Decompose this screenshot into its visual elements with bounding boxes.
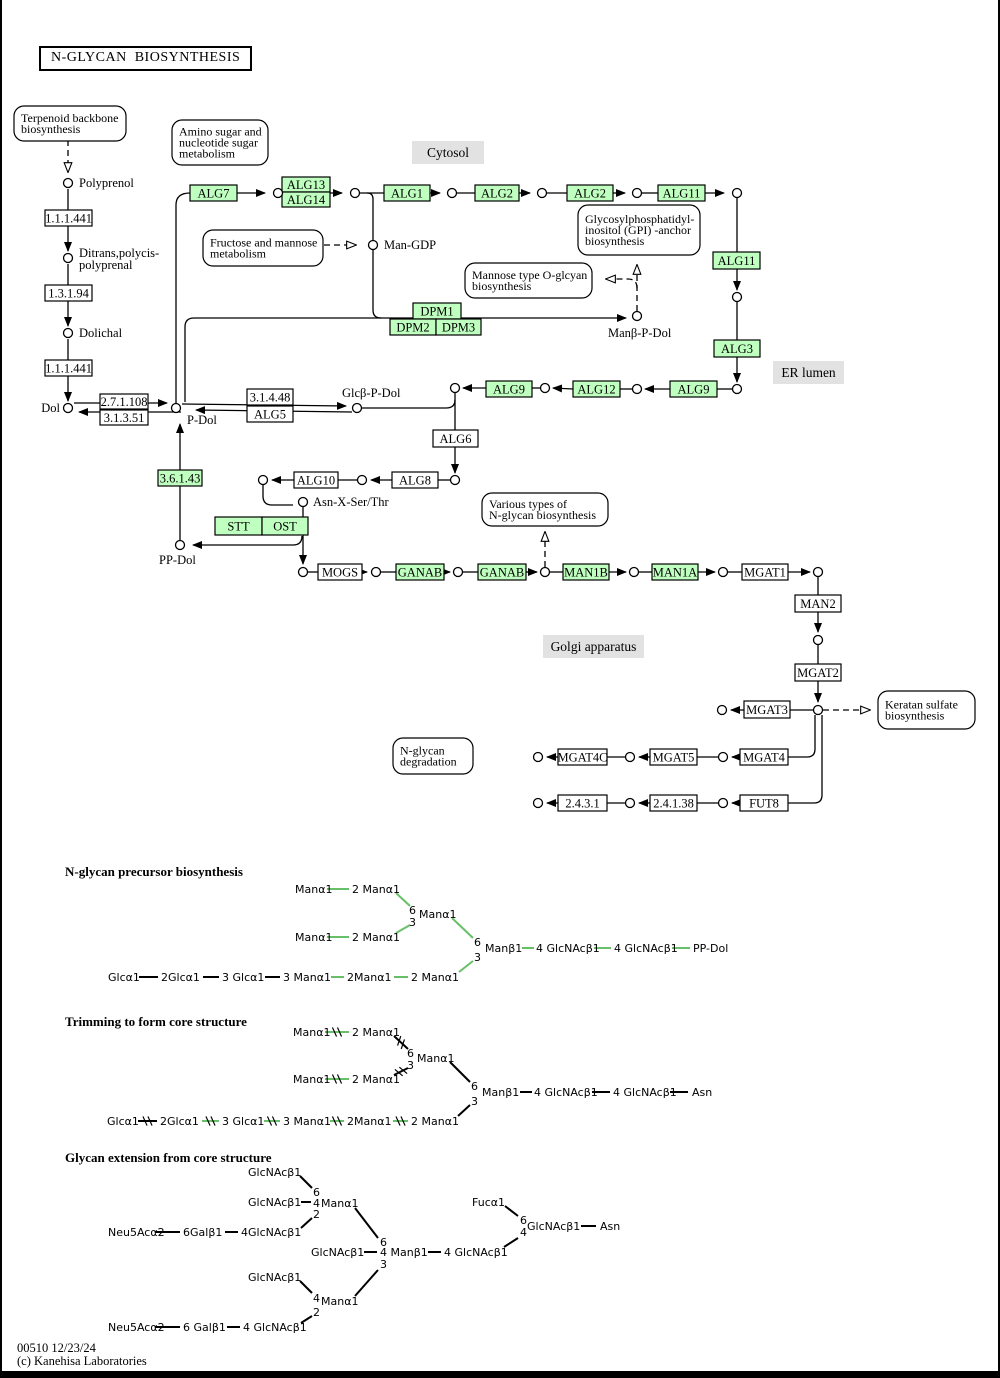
glycan-residue: Manα1 <box>321 1295 359 1308</box>
gene-box-label: ALG3 <box>721 342 753 356</box>
compound-node[interactable] <box>719 753 728 762</box>
pathway-ref-label: N-glycan <box>400 743 445 758</box>
glycan-residue: Manα1 <box>293 1026 331 1039</box>
pathway-ref-label: N-glycan biosynthesis <box>489 508 596 522</box>
gene-box-label: 1.1.1.441 <box>45 361 92 376</box>
map-footer <box>17 1342 147 1368</box>
glycan-residue: 4 <box>313 1292 320 1305</box>
compound-node[interactable] <box>718 706 727 715</box>
glycan-residue: Manβ1 <box>485 942 523 955</box>
glycan-residue: 4 Manβ1 <box>380 1246 428 1259</box>
compound-node[interactable] <box>733 293 742 302</box>
compound-node[interactable] <box>534 753 543 762</box>
glycan-residue: Manα1 <box>419 908 457 921</box>
glycan-residue: GlcNAcβ1 <box>527 1220 581 1233</box>
compound-node[interactable] <box>814 636 823 645</box>
pathway-ref-label: Glycosylphosphatidyl- <box>585 212 695 226</box>
gene-box-label: STT <box>227 519 250 534</box>
glycan-residue: Fucα1 <box>472 1196 505 1209</box>
glycan-residue: 6 <box>380 1236 387 1249</box>
reaction-edge <box>788 715 822 803</box>
gene-box-label: ALG10 <box>296 473 336 488</box>
pathway-ref-label: Mannose type O-glcyan <box>472 268 588 282</box>
glycan-residue: Manα1 <box>295 931 333 944</box>
glycan-residue: GlcNAcβ1 <box>248 1271 302 1284</box>
gene-box-label: MAN2 <box>800 597 836 611</box>
gene-box-label: MGAT5 <box>652 750 695 765</box>
compound-label: polyprenal <box>79 258 133 272</box>
pathway-ref-label: Keratan sulfate <box>885 697 958 712</box>
glycan-residue: PP-Dol <box>693 942 729 955</box>
glycan-bond <box>355 1270 378 1296</box>
glycan-residue: 3 <box>409 916 416 929</box>
glycan-residue: 2 <box>313 1306 320 1319</box>
gene-box-label: OST <box>273 519 297 534</box>
gene-box-label: MAN1A <box>652 565 698 580</box>
compound-node[interactable] <box>814 568 823 577</box>
compound-label: Manβ-P-Dol <box>608 326 672 340</box>
gene-box-label: ALG7 <box>197 186 230 201</box>
glycan-residue: Manα1 <box>321 1197 359 1210</box>
compartment-label-golgi-apparatus: Golgi apparatus <box>550 639 637 654</box>
pathway-ref-label: Amino sugar and <box>179 124 262 139</box>
glycan-residue: 2Glcα1 <box>160 1115 199 1128</box>
compound-label: Asn-X-Ser/Thr <box>313 495 389 509</box>
compound-label: Polyprenol <box>79 176 134 190</box>
glycan-residue: 4 GlcNAcβ1 <box>243 1321 307 1334</box>
gene-box-label: 2.7.1.108 <box>100 395 148 409</box>
glycan-residue: 2 Manα1 <box>411 971 459 984</box>
glycan-residue: Neu5Acα2 <box>108 1321 165 1334</box>
gene-box-label: MGAT4 <box>743 750 785 765</box>
glycan-residue: 2 Manα1 <box>352 1026 400 1039</box>
gene-box-label: 2.4.3.1 <box>565 796 600 811</box>
compound-node[interactable] <box>372 568 381 577</box>
compound-label: PP-Dol <box>159 553 196 567</box>
bottom-border-bar <box>0 1371 1000 1378</box>
map-title: N-GLYCAN BIOSYNTHESIS <box>39 46 252 71</box>
compound-node[interactable] <box>351 189 360 198</box>
glycan-section-title-0: N-glycan precursor biosynthesis <box>65 864 243 879</box>
reaction-edge <box>788 715 815 757</box>
gene-box-label: DPM1 <box>420 304 454 319</box>
glycan-bond <box>459 961 473 972</box>
glycan-residue: Manα1 <box>293 1073 331 1086</box>
glycan-residue: Glcα1 <box>108 971 140 984</box>
gene-box-label: MGAT3 <box>746 703 788 717</box>
compartment-label-er-lumen: ER lumen <box>781 365 836 380</box>
glycan-residue: 3 Glcα1 <box>222 1115 265 1128</box>
glycan-residue: 3 <box>380 1258 387 1271</box>
glycan-residue: 6 <box>471 1080 478 1093</box>
footer-map-id: 00510 12/23/24 <box>17 1341 96 1355</box>
compound-label: Dolichal <box>79 326 123 340</box>
pathway-ref-label: inositol (GPI) -anchor <box>585 223 691 237</box>
compound-dol[interactable] <box>64 404 73 413</box>
pathway-ref-label: Various types of <box>489 497 567 511</box>
reaction-edge <box>193 536 302 545</box>
glycan-section-title-1: Trimming to form core structure <box>65 1014 247 1029</box>
pathway-ref-label: biosynthesis <box>472 279 532 293</box>
compound-node[interactable] <box>719 799 728 808</box>
glycan-residue: 4GlcNAcβ1 <box>241 1226 302 1239</box>
glycan-bond <box>505 1206 518 1216</box>
compound-node[interactable] <box>538 189 547 198</box>
compound-node[interactable] <box>358 476 367 485</box>
compound-p-dol[interactable] <box>172 404 181 413</box>
compound-node[interactable] <box>541 568 550 577</box>
compound-man--p-dol[interactable] <box>633 312 642 321</box>
compound-node[interactable] <box>626 799 635 808</box>
glycan-residue: 2Glcα1 <box>161 971 200 984</box>
compound-node[interactable] <box>733 189 742 198</box>
glycan-residue: 2 <box>313 1208 320 1221</box>
compound-node[interactable] <box>454 568 463 577</box>
compound-node[interactable] <box>719 568 728 577</box>
pathway-ref-label: metabolism <box>210 246 266 261</box>
glycan-residue: 3 <box>474 951 481 964</box>
pathway-ref-label: degradation <box>400 754 457 769</box>
gene-box-label: ALG9 <box>677 382 710 397</box>
gene-box-label: ALG9 <box>493 382 525 397</box>
glycan-residue: 4 GlcNAcβ1 <box>536 942 600 955</box>
pathway-ref-label: Terpenoid backbone <box>21 111 119 125</box>
gene-box-label: 3.1.4.48 <box>249 390 291 405</box>
gene-box-label: MAN1B <box>564 565 608 580</box>
compound-label: Ditrans,polycis- <box>79 246 160 260</box>
compound-label: Dol <box>41 401 60 415</box>
glycan-residue: 6 <box>409 904 416 917</box>
reaction-edge <box>553 388 573 389</box>
gene-box-label: 1.1.1.441 <box>45 211 92 226</box>
reaction-edge <box>362 400 455 408</box>
pathway-ref-label: biosynthesis <box>885 708 945 723</box>
compound-man-gdp[interactable] <box>369 241 378 250</box>
glycan-residue: 4 GlcNAcβ1 <box>534 1086 598 1099</box>
compound-node[interactable] <box>448 189 457 198</box>
gene-box-label: ALG11 <box>662 186 701 201</box>
glycan-residue: 2Manα1 <box>347 971 392 984</box>
glycan-residue: 4 <box>520 1226 527 1239</box>
glycan-residue: Manβ1 <box>482 1086 520 1099</box>
glycan-residue: GlcNAcβ1 <box>311 1246 365 1259</box>
compound-node[interactable] <box>814 706 823 715</box>
compound-node[interactable] <box>733 385 742 394</box>
glycan-residue: Manα1 <box>295 883 333 896</box>
gene-box-label: 2.4.1.38 <box>653 796 694 811</box>
compound-node[interactable] <box>630 568 639 577</box>
glycan-residue: 6 Galβ1 <box>183 1321 226 1334</box>
gene-box-label: GANAB <box>397 565 443 580</box>
glycan-residue: 3 Manα1 <box>283 1115 331 1128</box>
glycan-bond <box>301 1218 312 1228</box>
gene-box-label: ALG11 <box>717 254 756 268</box>
glycan-residue: Neu5Acα2 <box>108 1226 165 1239</box>
glycan-residue: 6 <box>520 1214 527 1227</box>
compound-dolichal[interactable] <box>64 329 73 338</box>
compound-glc--p-dol[interactable] <box>353 404 362 413</box>
glycan-residue: 4 GlcNAcβ1 <box>614 942 678 955</box>
gene-box-label: MGAT4C <box>557 750 608 765</box>
gene-box-label: MOGS <box>321 565 359 580</box>
glycan-residue: 4 <box>313 1197 320 1210</box>
glycan-residue: 4 GlcNAcβ1 <box>613 1086 677 1099</box>
gene-box-label: DPM2 <box>396 320 430 335</box>
compound-node[interactable] <box>299 568 308 577</box>
gene-box-label: ALG2 <box>481 186 513 201</box>
glycan-residue: 3 Manα1 <box>283 971 331 984</box>
compound-asn-x-ser-thr[interactable] <box>299 498 308 507</box>
compound-node[interactable] <box>541 384 550 393</box>
gene-box-label: ALG8 <box>399 473 431 488</box>
glycan-section-title-2: Glycan extension from core structure <box>65 1150 272 1165</box>
compound-polyprenol[interactable] <box>64 179 73 188</box>
gene-box-label: ALG5 <box>254 407 286 422</box>
glycan-bond <box>355 1208 378 1238</box>
gene-box-label: ALG1 <box>391 186 423 201</box>
compound-label: Glcβ-P-Dol <box>342 386 401 400</box>
glycan-residue: 3 <box>471 1095 478 1108</box>
glycan-residue: Glcα1 <box>107 1115 139 1128</box>
gene-box-label: MGAT1 <box>744 565 786 580</box>
compound-node[interactable] <box>626 753 635 762</box>
gene-box-label: ALG13 <box>286 178 326 192</box>
gene-box-label: 3.1.3.51 <box>103 411 145 425</box>
pathway-ref-label: nucleotide sugar <box>179 135 258 150</box>
compound-node[interactable] <box>534 799 543 808</box>
pathway-link-edge <box>606 279 637 288</box>
glycan-residue: GlcNAcβ1 <box>248 1196 302 1209</box>
compound-label: Man-GDP <box>384 238 437 252</box>
pathway-ref-label: biosynthesis <box>585 234 645 248</box>
compartment-label-cytosol: Cytosol <box>426 145 470 160</box>
pathway-ref-label: metabolism <box>179 146 235 161</box>
compound-node[interactable] <box>633 385 642 394</box>
gene-box-label: ALG12 <box>577 382 616 397</box>
glycan-residue: 2 Manα1 <box>411 1115 459 1128</box>
gene-box-label: ALG14 <box>286 193 326 207</box>
glycan-residue: GlcNAcβ1 <box>248 1166 302 1179</box>
footer-copyright: (c) Kanehisa Laboratories <box>17 1354 147 1368</box>
glycan-bond <box>450 1062 470 1082</box>
compound-pp-dol[interactable] <box>176 541 185 550</box>
compound-label: P-Dol <box>187 413 217 427</box>
glycan-residue: Asn <box>600 1220 621 1233</box>
glycan-residue: 2Manα1 <box>347 1115 392 1128</box>
gene-box-label: GANAB <box>479 565 525 580</box>
compound-node[interactable] <box>274 189 283 198</box>
gene-box-label: 3.6.1.43 <box>159 471 201 486</box>
glycan-residue: Manα1 <box>417 1052 455 1065</box>
glycan-residue: 2 Manα1 <box>352 883 400 896</box>
reaction-edge <box>373 250 381 318</box>
gene-box-label: DPM3 <box>441 320 476 335</box>
glycan-residue: 6Galβ1 <box>183 1226 223 1239</box>
glycan-bond <box>458 1105 470 1116</box>
reaction-edge <box>367 193 373 240</box>
gene-box-label: 1.3.1.94 <box>48 286 89 301</box>
glycan-bond <box>452 918 473 938</box>
glycan-residue: 2 Manα1 <box>352 931 400 944</box>
gene-box-label: MGAT2 <box>797 666 839 680</box>
compound-ditrans-polycis-[interactable] <box>64 254 73 263</box>
compound-node[interactable] <box>451 476 460 485</box>
left-border <box>0 0 2 1378</box>
gene-box-label: ALG2 <box>574 186 606 201</box>
glycan-residue: 6 <box>474 936 481 949</box>
glycan-residue: 6 <box>313 1186 320 1199</box>
glycan-bond <box>300 1176 312 1188</box>
pathway-ref-label: biosynthesis <box>21 122 81 136</box>
reaction-edge <box>176 193 190 403</box>
gene-box-label: FUT8 <box>749 796 779 811</box>
reaction-edge <box>263 485 293 505</box>
gene-box-label: ALG6 <box>439 432 472 446</box>
glycan-bond <box>300 1281 312 1293</box>
compound-node[interactable] <box>633 189 642 198</box>
pathway-ref-label: Fructose and mannose <box>210 235 318 250</box>
glycan-residue: 4 GlcNAcβ1 <box>444 1246 508 1259</box>
glycan-residue: 3 <box>407 1059 414 1072</box>
glycan-residue: 2 Manα1 <box>352 1073 400 1086</box>
glycan-residue: 3 Glcα1 <box>222 971 265 984</box>
glycan-residue: Asn <box>692 1086 713 1099</box>
compound-node[interactable] <box>259 476 268 485</box>
compound-node[interactable] <box>451 384 460 393</box>
glycan-residue: 6 <box>407 1047 414 1060</box>
